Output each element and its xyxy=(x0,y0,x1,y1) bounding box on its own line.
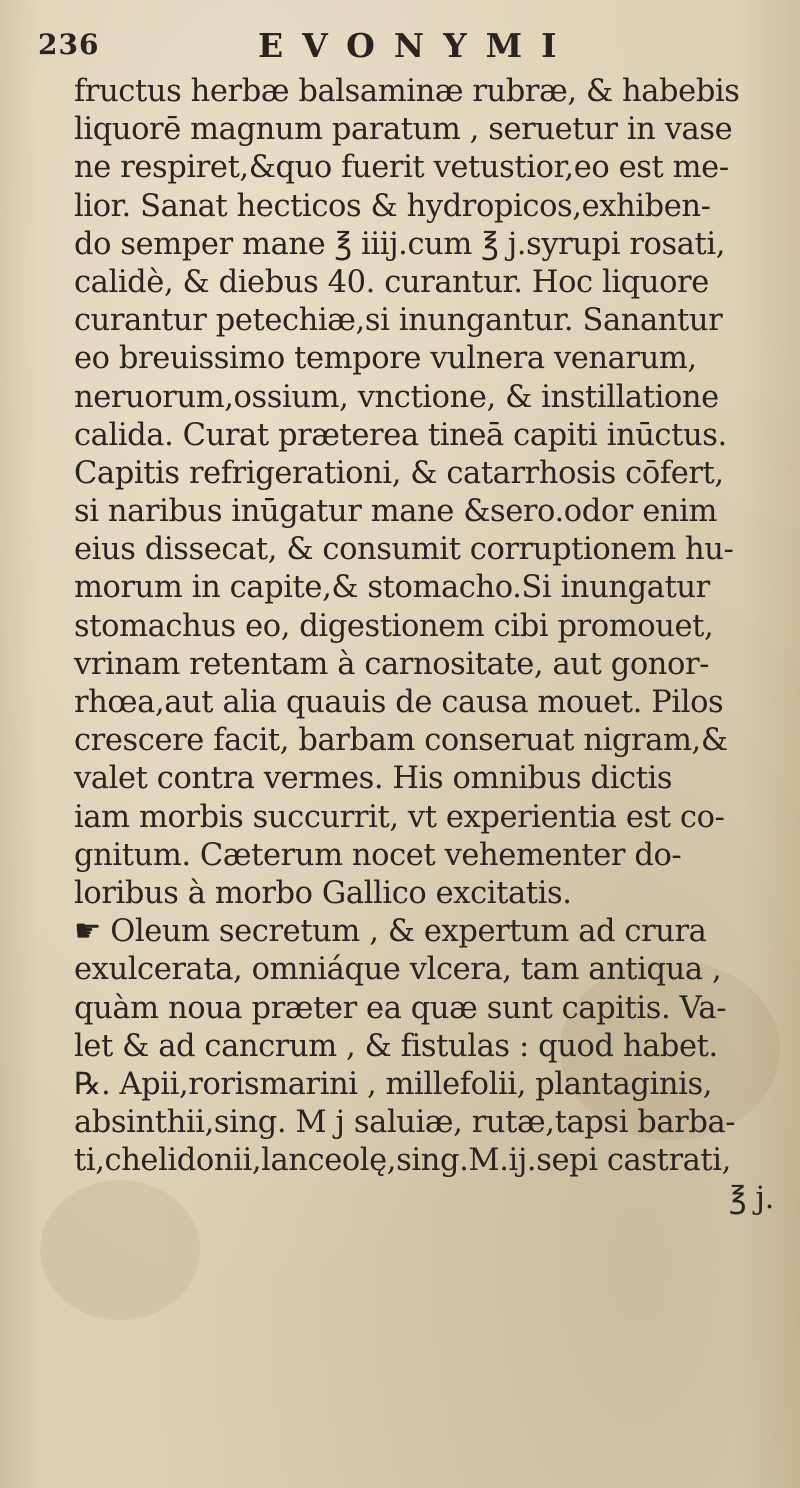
text-line: lior. Sanat hecticos & hydropicos,exhiben- xyxy=(74,188,711,224)
text-line: curantur petechiæ,si inungantur. Sanantur xyxy=(74,303,723,339)
text-line: loribus à morbo Gallico excitatis. xyxy=(74,875,572,911)
text-line: exulcerata, omniáque vlcera, tam antiqua , xyxy=(74,952,722,988)
text-line: Capitis refrigerationi, & catarrhosis cōfert, xyxy=(74,455,724,491)
text-line: liquorē magnum paratum , seruetur in vase xyxy=(74,112,733,148)
text-line: eius dissecat, & consumit corruptionem hu- xyxy=(74,532,734,568)
text-line: gnitum. Cæterum nocet vehementer do- xyxy=(74,837,682,873)
text-line: let & ad cancrum , & fistulas : quod habet. xyxy=(74,1028,718,1064)
page-number: 236 xyxy=(38,28,100,61)
text-line: morum in capite,& stomacho.Si inungatur xyxy=(74,570,710,606)
text-line: eo breuissimo tempore vulnera venarum, xyxy=(74,341,697,377)
text-line-final: ℥ j. xyxy=(729,1181,774,1217)
text-line: si naribus inūgatur mane &sero.odor enim xyxy=(74,494,718,530)
text-line: rhœa,aut alia quauis de causa mouet. Pilos xyxy=(74,685,724,720)
text-line: crescere facit, barbam conseruat nigram,& xyxy=(74,723,728,759)
text-line: quàm noua præter ea quæ sunt capitis. Va- xyxy=(74,990,727,1026)
text-line: ti,chelidonii,lanceolę,sing.M.ij.sepi castrati, xyxy=(74,1143,731,1179)
page-header xyxy=(30,22,770,72)
text-line: do semper mane ℥ iiij.cum ℥ j.syrupi rosati, xyxy=(74,226,726,262)
text-line: absinthii,sing. M j saluiæ, rutæ,tapsi barba- xyxy=(74,1105,736,1141)
text-line: calidè, & diebus 40. curantur. Hoc liquore xyxy=(74,264,709,300)
text-line: vrinam retentam à carnositate, aut gonor- xyxy=(74,646,710,682)
running-head: EVONYMI xyxy=(258,26,576,65)
text-line: iam morbis succurrit, vt experientia est co- xyxy=(74,799,725,835)
text-line: ne respiret,&quo fuerit vetustior,eo est me- xyxy=(74,150,729,186)
body-text xyxy=(74,73,794,1219)
text-line: neruorum,ossium, vnctione, & instillatione xyxy=(74,379,719,415)
text-line: stomachus eo, digestionem cibi promouet, xyxy=(74,608,714,644)
text-line: fructus herbæ balsaminæ rubræ, & habebis xyxy=(74,74,740,109)
text-line: calida. Curat præterea tineā capiti inūctus. xyxy=(74,417,727,453)
text-line: ☛ Oleum secretum , & expertum ad crura xyxy=(74,914,707,950)
text-line: ℞. Apii,rorismarini , millefolii, plantaginis, xyxy=(74,1066,713,1102)
text-line: valet contra vermes. His omnibus dictis xyxy=(74,761,673,797)
